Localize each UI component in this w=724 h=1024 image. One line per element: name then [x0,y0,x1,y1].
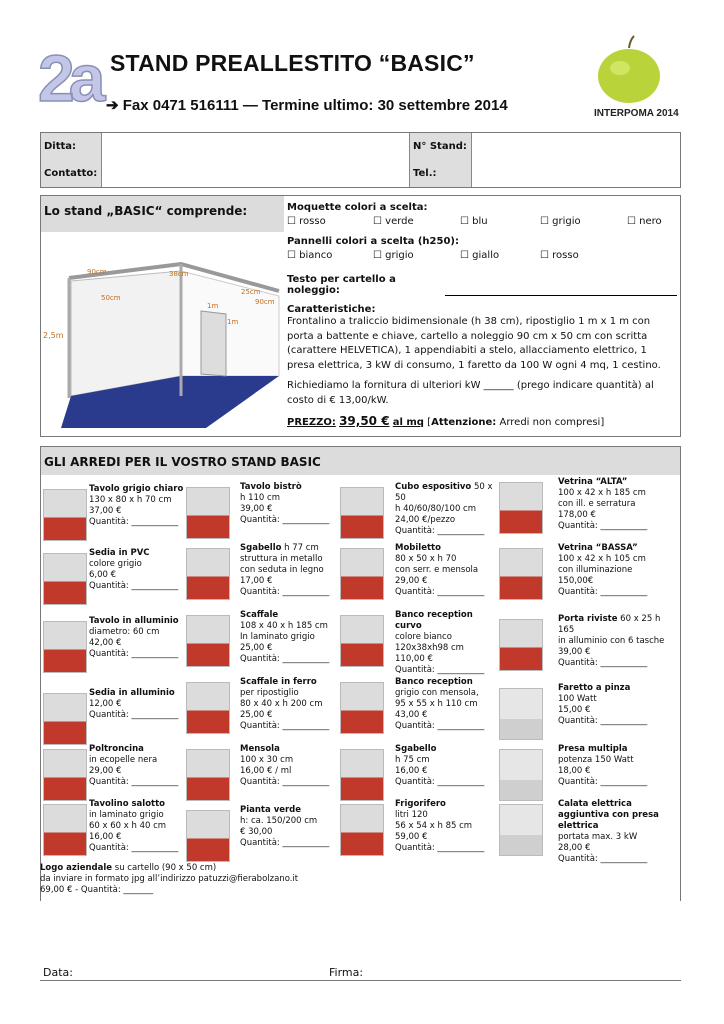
price-row: PREZZO: 39,50 € al mq [Attenzione: Arredi non compresi] [287,414,605,428]
apple-logo-icon [596,34,662,104]
item-detail: 80 x 40 x h 200 cm [240,699,323,709]
item-name: Tavolo bistrò [240,482,302,492]
product-photo [43,749,87,801]
item-detail: 24,00 €/pezzo [395,515,456,525]
quantity-field[interactable]: Quantità: ___________ [240,721,330,731]
item-detail: in laminato grigio [89,810,164,820]
quantity-field[interactable]: Quantità: ___________ [89,777,179,787]
item-detail: h 40/60/80/100 cm [395,504,477,514]
stand-heading: Lo stand „BASIC“ comprende: [41,196,284,232]
item-name: Scaffale [240,610,279,620]
furniture-item [240,805,340,849]
item-name: Porta riviste [558,614,618,624]
item-detail: 43,00 € [395,710,428,720]
item-detail: in ecopelle nera [89,755,158,765]
product-photo [186,810,230,862]
quantity-field[interactable]: Quantità: ___________ [395,777,485,787]
item-detail: per ripostiglio [240,688,299,698]
furniture-item [89,799,189,854]
furniture-item [89,616,189,660]
item-detail: 39,00 € [240,504,273,514]
item-detail: 150,00€ [558,576,594,586]
item-name: Presa multipla [558,744,628,754]
item-detail: 120x38xh98 cm [395,643,464,653]
item-detail: 110,00 € [395,654,433,664]
stand-number-field[interactable] [471,133,680,160]
item-detail: 17,00 € [240,576,273,586]
pannelli-label: Pannelli colori a scelta (h250): [287,236,459,247]
signature-label: Firma: [329,966,364,979]
brand-label: INTERPOMA 2014 [594,108,679,119]
ditta-label: Ditta: [41,133,101,160]
item-name: Tavolo in alluminio [89,616,179,626]
moquette-label: Moquette colori a scelta: [287,202,428,213]
quantity-field[interactable]: Quantità: ___________ [395,721,485,731]
product-photo [499,548,543,600]
item-detail: 29,00 € [89,766,122,776]
item-name: Faretto a pinza [558,683,631,693]
quantity-field[interactable]: Quantità: ___________ [89,649,179,659]
quantity-field[interactable]: Quantità: ___________ [395,843,485,853]
item-name: Sedia in PVC [89,548,150,558]
quantity-field[interactable]: Quantità: ___________ [395,587,485,597]
product-photo [186,749,230,801]
item-detail: h 110 cm [240,493,280,503]
item-detail: 12,00 € [89,699,122,709]
dim-label: 1m [207,302,219,310]
contatto-label: Contatto: [41,160,101,187]
furniture-item [558,477,673,532]
checkbox[interactable]: ☐ grigio [540,216,581,227]
item-detail: 15,00 € [558,705,591,715]
item-detail: potenza 150 Watt [558,755,634,765]
fax-deadline: ➔ Fax 0471 516111 — Termine ultimo: 30 settembre 2014 [106,97,508,114]
item-detail: 16,00 € [395,766,428,776]
furniture-item [395,543,495,598]
dim-label: 1m [227,318,239,326]
furniture-item [240,610,340,665]
item-name: Banco reception curvo [395,610,473,631]
logo-item: Logo aziendale su cartello (90 x 50 cm) da inviare in formato jpg all’indirizzo patuzzi@fierabolzano.it 69,00 € - Quantità: _______ [40,863,299,895]
item-name: Sgabello [240,543,282,553]
product-photo [340,804,384,856]
tel-label: Tel.: [409,160,471,187]
quantity-field[interactable]: Quantità: ___________ [395,526,485,536]
item-detail: 80 x 50 x h 70 [395,554,457,564]
furniture-item [89,484,189,528]
item-detail: 25,00 € [240,710,273,720]
contact-form [40,132,681,188]
contatto-field[interactable] [101,160,409,187]
item-name: Mobiletto [395,543,441,553]
product-photo [340,682,384,734]
dim-label: 90cm [255,298,275,306]
item-name: Banco reception [395,677,473,687]
price-label: PREZZO: [287,417,336,428]
furniture-item: Porta riviste 60 x 25 h 165 in alluminio con 6 tasche 39,00 € Quantità: ___________ [558,614,673,669]
furniture-item: Cubo espositivo 50 x 50 h 40/60/80/100 cm 24,00 €/pezzo Quantità: ___________ [395,482,495,537]
item-detail: 28,00 € [558,843,591,853]
signature-line [40,980,681,981]
quantity-field[interactable]: Quantità: ___________ [240,838,330,848]
item-name: Vetrina “ALTA” [558,477,628,487]
furniture-item [395,744,495,788]
item-detail: 29,00 € [395,576,428,586]
item-name: Scaffale in ferro [240,677,317,687]
item-detail: 100 Watt [558,694,597,704]
item-detail: In laminato grigio [240,632,315,642]
item-detail: 108 x 40 x h 185 cm [240,621,328,631]
quantity-field[interactable]: Quantità: ___________ [89,843,179,853]
furniture-item [558,543,673,598]
checkbox[interactable]: ☐ giallo [460,250,500,261]
item-detail: con ill. e serratura [558,499,636,509]
moquette-options [287,216,677,230]
item-detail: colore bianco [395,632,452,642]
item-detail: 16,00 € [89,832,122,842]
item-name: Vetrina “BASSA” [558,543,638,553]
checkbox[interactable]: ☐ bianco [287,250,333,261]
item-name: Calata elettrica aggiuntiva con presa elettrica [558,799,659,831]
item-detail: 25,00 € [240,643,273,653]
item-detail: 100 x 30 cm [240,755,294,765]
dim-label: 2,5m [43,331,64,340]
item-detail: con serr. e mensola [395,565,479,575]
product-photo [499,749,543,801]
item-detail: 18,00 € [558,766,591,776]
furniture-item [395,610,495,676]
checkbox[interactable]: ☐ rosso [540,250,579,261]
quantity-field[interactable]: Quantità: ___________ [558,587,648,597]
product-photo [43,489,87,541]
stand-number-label: N° Stand: [409,133,471,160]
price-value: 39,50 € [339,414,390,428]
item-detail: in alluminio con 6 tasche [558,636,665,646]
item-detail: 178,00 € [558,510,596,520]
dim-label: 38cm [169,270,189,278]
item-detail: struttura in metallo [240,554,323,564]
product-photo [186,615,230,667]
product-photo [43,693,87,745]
tel-field[interactable] [471,160,680,187]
product-photo [43,621,87,673]
dim-label: 90cm [87,268,107,276]
furniture-item [558,799,673,865]
item-detail: 100 x 42 x h 185 cm [558,488,646,498]
date-label: Data: [43,966,73,979]
checkbox[interactable]: ☐ grigio [373,250,414,261]
stand-section: Lo stand „BASIC“ comprende: 90cm 38cm 25cm 50cm 90cm 1m 1m 2,5m Moquette colori a scelta: ☐ rosso ☐ verde ☐ blu ☐ grigio ☐ nero Pannelli colori a scelta (h250): ☐ bianco ☐ grigio ☐ giallo ☐ rosso Testo per cartello a noleggio: Caratteristiche: Frontalino a traliccio bidimensionale (h 38 cm), ripostiglio 1 m x 1 m con porta a battente e chiave, cartello a noleggio 90 cm x 50 cm con scritta (carattere HELVETICA), 1 appendiabiti a stelo, allacciamento elettrico, 1 presa elettrica, 3 kW di consumo, 1 faretto da 100 W ogni 4 mq, 1 cestino. Richiediamo la fornitura di ulteriori kW ______ (prego indicare quantità) al costo di € 13,00/kW. PREZZO: 39,50 € al mq [Attenzione: Arredi non compresi] [40,195,681,437]
item-detail: con seduta in legno [240,565,324,575]
checkbox[interactable]: ☐ blu [460,216,488,227]
ditta-field[interactable] [101,133,409,160]
item-detail: litri 120 [395,810,428,820]
item-detail: 39,00 € [558,647,591,657]
item-name: Tavolino salotto [89,799,166,809]
item-detail: 60 x 60 x h 40 cm [89,821,167,831]
item-detail: 42,00 € [89,638,122,648]
product-photo [499,619,543,671]
item-name: Cubo espositivo [395,482,472,492]
page-title: STAND PREALLESTITO “BASIC” [110,50,475,76]
item-detail: 59,00 € [395,832,428,842]
attenzione-text: Arredi non compresi [499,417,601,428]
attenzione-label: Attenzione: [431,417,497,428]
quantity-field[interactable]: Quantità: ___________ [240,587,330,597]
product-photo [340,487,384,539]
dim-label: 25cm [241,288,261,296]
quantity-field[interactable]: Quantità: ___________ [395,665,485,675]
item-detail: grigio con mensola, [395,688,479,698]
price-unit: al mq [392,417,424,428]
item-detail: portata max. 3 kW [558,832,638,842]
furniture-heading: GLI ARREDI PER IL VOSTRO STAND BASIC [41,447,680,475]
quantity-field[interactable]: Quantità: ___________ [240,654,330,664]
furniture-item [89,548,189,592]
furniture-item [395,677,495,732]
product-photo [43,553,87,605]
checkbox[interactable]: ☐ rosso [287,216,326,227]
caratteristiche-text: Frontalino a traliccio bidimensionale (h 38 cm), ripostiglio 1 m x 1 m con porta a battente e chiave, cartello a noleggio 90 cm x 50 cm con scritta (carattere HELVETICA), 1 appendiabiti a stelo, allacciamento elettrico, 1 presa elettrica, 3 kW di consumo, 1 faretto da 100 W ogni 4 mq, 1 cestino. [287,316,661,371]
item-detail: h 75 cm [395,755,430,765]
quantity-field[interactable]: Quantità: ___________ [240,515,330,525]
checkbox[interactable]: ☐ verde [373,216,414,227]
quantity-field[interactable]: Quantità: ___________ [558,854,648,864]
product-photo [340,615,384,667]
item-name: Sedia in alluminio [89,688,175,698]
section-badge: 2a [38,41,100,115]
pannelli-options [287,250,677,264]
richiesta-text: Richiediamo la fornitura di ulteriori kW ______ (prego indicare quantità) al costo di € 13,00/kW. [287,380,654,406]
item-detail: diametro: 60 cm [89,627,160,637]
quantity-field[interactable]: Quantità: ___________ [240,777,330,787]
item-name: Sgabello [395,744,437,754]
furniture-item [558,744,673,788]
quantity-field[interactable]: Quantità: ___________ [558,777,648,787]
quantity-field[interactable]: Quantità: ___________ [89,581,179,591]
furniture-item [395,799,495,854]
product-photo [186,487,230,539]
furniture-item [240,677,340,732]
product-photo [186,548,230,600]
item-detail: 16,00 € / ml [240,766,292,776]
item-detail: 37,00 € [89,506,122,516]
item-detail: 6,00 € [89,570,117,580]
item-detail: € 30,00 [240,827,273,837]
item-name: Mensola [240,744,280,754]
product-photo [340,749,384,801]
item-name: Pianta verde [240,805,302,815]
checkbox[interactable]: ☐ nero [627,216,662,227]
testo-field[interactable] [445,274,677,296]
product-photo [499,482,543,534]
furniture-item [240,744,340,788]
product-photo [186,682,230,734]
item-detail: 56 x 54 x h 85 cm [395,821,473,831]
item-name: Poltroncina [89,744,144,754]
quantity-field[interactable]: Quantità: ___________ [558,716,648,726]
product-photo [340,548,384,600]
testo-row [287,274,677,296]
furniture-item [89,744,189,788]
quantity-field[interactable]: Quantità: ___________ [89,710,179,720]
product-photo [499,688,543,740]
quantity-field[interactable]: Quantità: ___________ [558,658,648,668]
stand-illustration [41,256,281,431]
furniture-item: Sgabello h 77 cm struttura in metallo con seduta in legno 17,00 € Quantità: ___________ [240,543,340,598]
item-name: Tavolo grigio chiaro [89,484,184,494]
caratteristiche-label: Caratteristiche [287,304,372,315]
product-photo [43,804,87,856]
item-detail: 100 x 42 x h 105 cm [558,554,646,564]
dim-label: 50cm [101,294,121,302]
quantity-field[interactable]: Quantità: ___________ [89,517,179,527]
furniture-item [240,482,340,526]
product-photo [499,804,543,856]
item-detail: h: ca. 150/200 cm [240,816,318,826]
quantity-field[interactable]: Quantità: ___________ [558,521,648,531]
item-detail: 130 x 80 x h 70 cm [89,495,172,505]
item-detail: con illuminazione [558,565,633,575]
furniture-item [558,683,673,727]
testo-label: Testo per cartello a noleggio: [287,274,396,296]
item-name: Frigorifero [395,799,446,809]
item-detail: colore grigio [89,559,142,569]
furniture-item [89,688,189,721]
item-detail: 95 x 55 x h 110 cm [395,699,478,709]
